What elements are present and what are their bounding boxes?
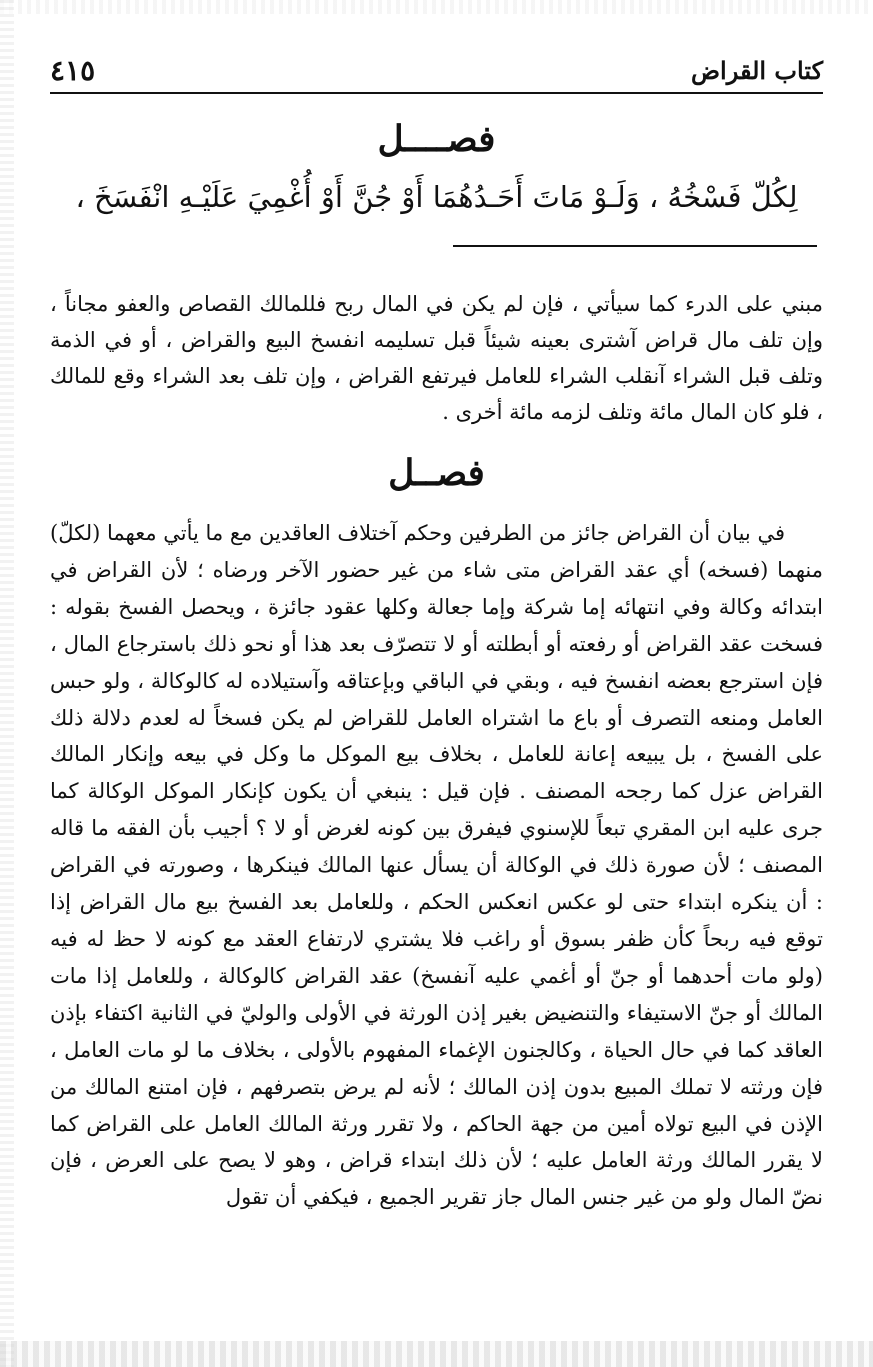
section-title-1: فصــــل bbox=[377, 118, 496, 160]
paragraph-2: في بيان أن القراض جائز من الطرفين وحكم آختلاف العاقدين مع ما يأتي معهما (لكلّ) منهما (فسخه) أي عقد القراض متى شاء من غير حضور الآخر ورضاه ؛ لأن القراض في ابتدائه وكالة وفي انتهائه إما شركة وإما جعالة وكلها عقود جائزة ، ويحصل الفسخ بقوله : فسخت عقد القراض أو رفعته أو أبطلته أو لا تتصرّف بعد هذا أو نحو ذلك باسترجاع المال ، فإن استرجع بعضه انفسخ فيه ، وبقي في الباقي وبإعتاقه وآستيلاده له كالوكالة ، ولو حبس العامل ومنعه التصرف أو باع ما اشتراه العامل للقراض لم يكن فسخاً له لعدم دلالة ذلك على الفسخ ، بل يبيعه إعانة للعامل ، بخلاف بيع الموكل ما وكل في بيعه وإنكار المالك القراض عزل كما رجحه المصنف . فإن قيل : ينبغي أن يكون كإنكار الموكل الوكالة كما جرى عليه ابن المقري تبعاً للإسنوي فيفرق بين كونه لغرض أو لا ؟ أجيب بأن الفقه ما قاله المصنف ؛ لأن صورة ذلك في الوكالة أن يسأل عنها المالك فينكرها ، وصورته في القراض : أن ينكره ابتداء حتى لو عكس انعكس الحكم ، وللعامل بعد الفسخ بيع مال القراض إذا توقع فيه ربحاً كأن ظفر بسوق أو راغب فلا يشتري لارتفاع العقد مع كونه لا حظ له فيه (ولو مات أحدهما أو جنّ أو أغمي عليه آنفسخ) عقد القراض كالوكالة ، وللعامل إذا مات المالك أو جنّ الاستيفاء والتنضيض بغير إذن الورثة في الأولى والوليّ في الثانية اكتفاء بإذن العاقد كما في حال الحياة ، وكالجنون الإغماء المفهوم بالأولى ، بخلاف ما لو مات العامل ، فإن ورثته لا تملك المبيع بدون إذن المالك ؛ لأنه لم يرض بتصرفهم ، فإن امتنع المالك من الإذن في البيع تولاه أمين من جهة الحاكم ، ولا تقرر ورثة المالك العامل على القراض كما لا يقرر المالك ورثة العامل عليه ؛ لأن ذلك ابتداء قراض ، وهو لا يصح على العرض ، فإن نضّ المال ولو من غير جنس المال جاز تقرير الجميع ، فيكفي أن تقول bbox=[50, 521, 823, 1210]
scan-edge-bottom bbox=[0, 1341, 873, 1367]
page-number: ٤١٥ bbox=[50, 54, 96, 87]
matn-divider bbox=[453, 245, 817, 247]
section-title-2: فصــل bbox=[388, 452, 485, 494]
scan-edge-top bbox=[0, 0, 873, 14]
page-header bbox=[50, 52, 823, 94]
scan-edge-left bbox=[0, 0, 14, 1367]
paragraph-1: مبني على الدرء كما سيأتي ، فإن لم يكن في المال ربح فللمالك القصاص والعفو مجاناً ، وإن تلف مال قراض آشترى بعينه شيئاً قبل تسليمه انفسخ البيع والقراض ، أو في الذمة وتلف قبل الشراء آنقلب الشراء للعامل فيرتفع القراض ، وإن تلف بعد الشراء وقع للمالك ، فلو كان المال مائة وتلف لزمه مائة أخرى . bbox=[50, 292, 823, 424]
running-title: كتاب القراض bbox=[691, 56, 823, 85]
matn-text: لِكُلّ فَسْخُهُ ، وَلَـوْ مَاتَ أَحَـدُهُمَا أَوْ جُنَّ أَوْ أُغْمِيَ عَلَيْـهِ انْفَسَخَ ، bbox=[75, 180, 798, 214]
